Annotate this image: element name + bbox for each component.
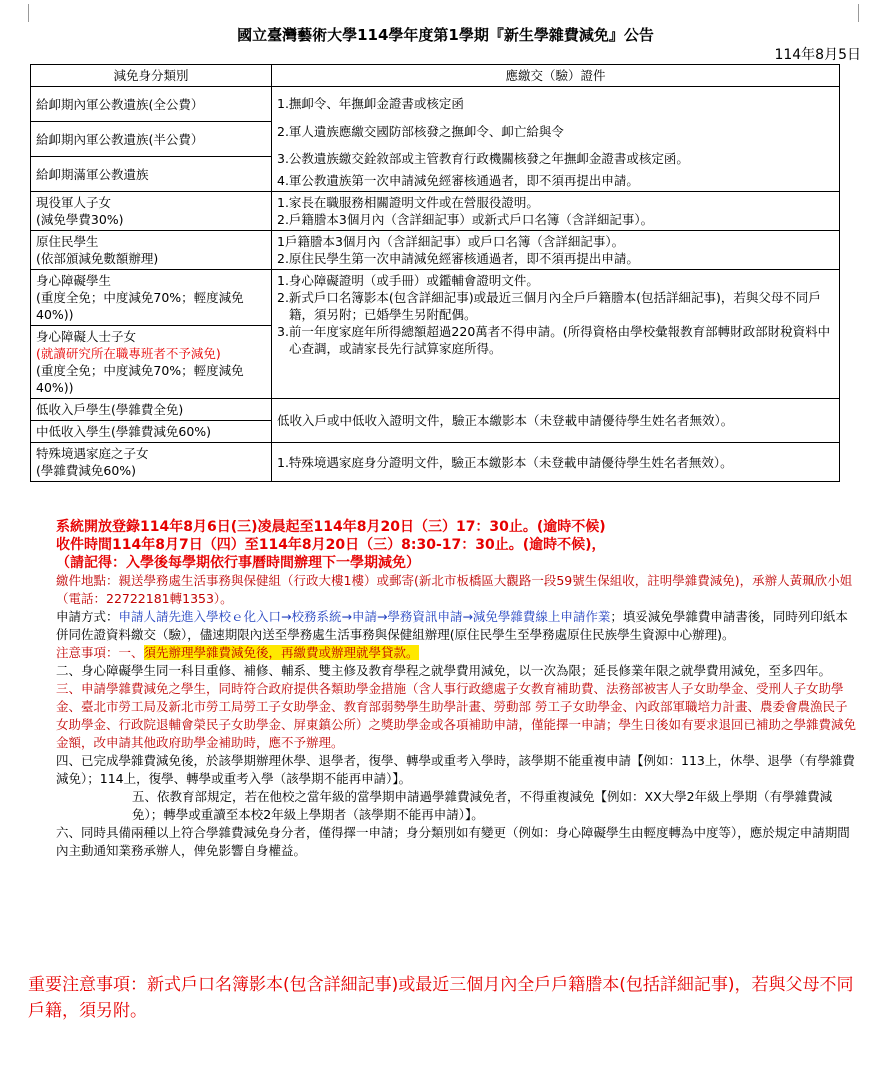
document-date: 114年8月5日 [774,47,861,63]
table-row [31,399,840,421]
category-title: 原住民學生 [36,234,99,249]
method-path-link[interactable]: 申請人請先進入學校ｅ化入口→校務系統→申請→學務資訊申請→減免學雜費線上申請作業 [118,609,611,624]
doc-line: 1.撫卹令、年撫卹金證書或核定函 [277,95,464,111]
table-row [31,87,840,122]
documents-cell: 1.特殊境遇家庭身分證明文件，驗正本繳影本（未登載申請優待學生姓名者無效）。 [272,443,840,482]
attention-item-4: 四、已完成學雜費減免後，於該學期辦理休學、退學者，復學、轉學或重考入學時，該學期不能重複申請【例如：113上，休學、退學（有學雜費減免）；114上，復學、轉學或重考入學（該學期不能再申請）】。 [56,753,855,786]
doc-line: 3.公教遺族繳交銓敘部或主管教育行政機關核發之年撫卹金證書或核定函。 [277,150,689,166]
documents-cell [272,192,840,231]
category-cell: 給卹期滿軍公教遺族 [31,157,272,192]
crop-mark-top-right [858,4,869,22]
doc-line: 1.家長在職服務相關證明文件或在營服役證明。 [277,195,539,210]
attention-item-2: 二、身心障礙學生同一科目重修、補修、輔系、雙主修及教育學程之就學費用減免，以一次為限；延長修業年限之就學費用減免，至多四年。 [56,663,832,678]
category-cell [31,443,272,482]
attention-item-5: 五、依教育部規定，若在他校之當年級的當學期申請過學雜費減免者，不得重複減免【例如：XX大學2年級上學期（有學雜費減免）；轉學或重讀至本校2年級上學期者（該學期不能再申請）】。 [132,789,833,822]
application-method [56,608,856,644]
table-row [31,192,840,231]
address-text: 親送學務處生活事務與保健組（行政大樓1樓）或郵寄(新北市板橋區大觀路一段59號生保組收，註明學雜費減免)，承辦人黃珮欣小姐（電話：22722181轉1353）。 [56,573,853,606]
category-cell: 給卹期內軍公教遺族(半公費） [31,122,272,157]
documents-cell [272,270,840,399]
category-cell: 低收入戶學生(學雜費全免) [31,399,272,421]
attention-highlight: 須先辦理學雜費減免後，再繳費或辦理就學貸款。 [143,645,419,660]
category-cell [31,270,272,326]
header-category: 減免身分類別 [31,65,272,87]
doc-line: 2.新式戶口名簿影本(包含詳細記事)或最近三個月內全戶戶籍謄本(包括詳細記事)，若與父母不同戶籍，須另附；已婚學生另附配偶。 [277,290,821,322]
reminder: （請記得：入學後每學期依行事曆時間辦理下一學期減免） [56,555,420,571]
category-rate: (重度全免；中度減免70%；輕度減免40%)) [36,290,244,322]
attention-item-3: 三、申請學雜費減免之學生，同時符合政府提供各類助學金措施（含人事行政總處子女教育補助費、法務部被害人子女助學金、受刑人子女助學金、臺北市勞工局及新北市勞工局勞工子女助學金、教育部弱勢學生助學計畫、勞動部 勞工子女助學金、內政部軍職培力計畫、農委會農漁民子女助學金、行政院退輔會榮民子女助學金、屏東鎮公所）之獎助學金或各項補助申請，僅能擇一申請；學生日後如有要求退回已補助之學雜費減免金額，改申請其他政府助學金補助時，應不予辦理。 [56,681,857,750]
category-cell [31,192,272,231]
important-note: 重要注意事項：新式戶口名簿影本(包含詳細記事)或最近三個月內全戶戶籍謄本(包括詳細記事)，若與父母不同戶籍，須另附。 [28,975,854,1021]
document-title: 國立臺灣藝術大學114學年度第1學期『新生學雜費減免』公告 [237,26,654,44]
doc-line: 1.身心障礙證明（或手冊）或鑑輔會證明文件。 [277,273,539,288]
category-exclusion: (就讀研究所在職專班者不予減免) [36,346,221,361]
category-rate: (重度全免；中度減免70%；輕度減免40%)) [36,363,244,395]
category-title: 現役軍人子女 [36,195,112,210]
table-row [31,231,840,270]
table-row [31,443,840,482]
attention-item-6: 六、同時具備兩種以上符合學雜費減免身分者，僅得擇一申請；身分類別如有變更（例如：身心障礙學生由輕度轉為中度等），應於規定申請期間內主動通知業務承辦人，俾免影響自身權益。 [56,825,850,858]
doc-line: 2.戶籍謄本3個月內（含詳細記事）或新式戶口名簿（含詳細記事）。 [277,212,654,227]
doc-line: 2.原住民學生第一次申請減免經審核通過者，即不須再提出申請。 [277,251,639,266]
category-cell: 給卹期內軍公教遺族(全公費） [31,87,272,122]
notes-section [56,518,856,860]
reduction-table [30,64,840,482]
attention-label: 注意事項：一、 [56,645,144,660]
registration-period: 系統開放登錄114年8月6日(三)凌晨起至114年8月20日（三）17：30止。(逾時不候) [56,519,606,535]
category-title: 特殊境遇家庭之子女 [36,446,149,461]
method-text: ；填妥減免學雜費申請書後，同時列印紙本併同佐證資料繳交（驗），儘速期限內送至學務處生活事務與保健組辦理(原住民學生至學務處原住民族學生資源中心辦理)。 [56,609,848,642]
category-title: 身心障礙人士子女 [36,329,137,344]
category-cell: 中低收入學生(學雜費減免60%) [31,421,272,443]
submission-location [56,572,856,608]
documents-cell [272,87,840,192]
collection-period: 收件時間114年8月7日（四）至114年8月20日（三）8:30-17：30止。(逾時不候)， [56,537,606,553]
attention-item-1 [56,644,856,662]
category-title: 身心障礙學生 [36,273,112,288]
method-label: 申請方式： [56,609,119,624]
doc-line: 1戶籍謄本3個月內（含詳細記事）或戶口名簿（含詳細記事）。 [277,234,625,249]
crop-mark-top-left [18,4,29,22]
category-cell [31,231,272,270]
doc-line: 3.前一年度家庭年所得總額超過220萬者不得申請。(所得資格由學校彙報教育部轉財政部財稅資料中心查調，或請家長先行試算家庭所得。 [277,324,831,356]
category-rate: (依部頒減免數額辦理) [36,251,159,266]
category-rate: (減免學費30%) [36,212,124,227]
category-rate: (學雜費減免60%) [36,463,137,478]
doc-line: 2.軍人遺族應繳交國防部核發之撫卹令、卹亡給與令 [277,123,564,139]
header-documents: 應繳交（驗）證件 [272,65,840,87]
category-cell [31,326,272,399]
documents-cell: 低收入戶或中低收入證明文件，驗正本繳影本（未登載申請優待學生姓名者無效）。 [272,399,840,443]
address-label: 繳件地點： [56,573,119,588]
table-row [31,270,840,326]
documents-cell [272,231,840,270]
table-header-row [31,65,840,87]
doc-line: 4.軍公教遺族第一次申請減免經審核通過者，即不須再提出申請。 [277,172,639,188]
